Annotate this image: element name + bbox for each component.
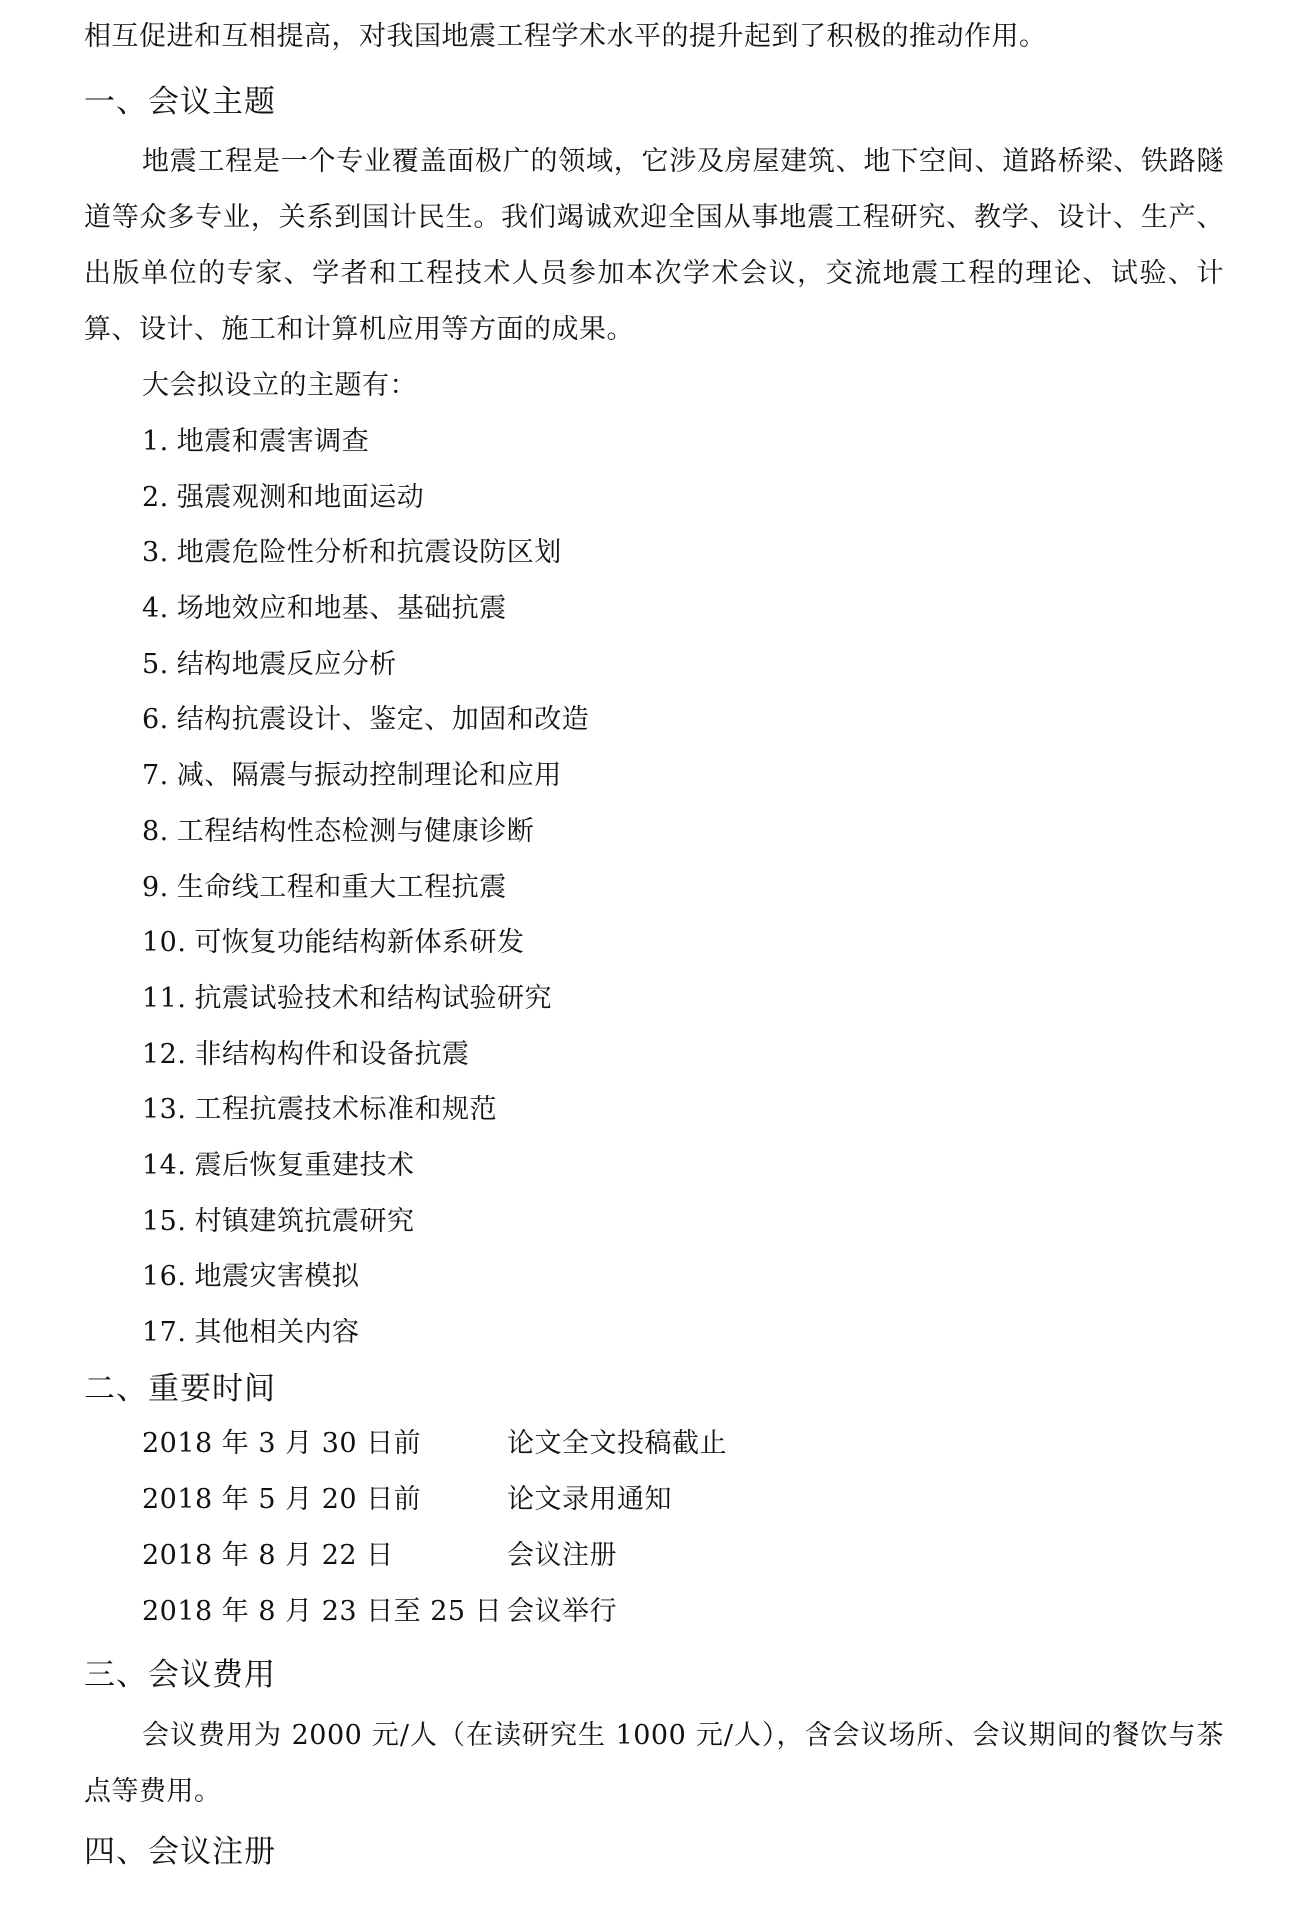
themes-paragraph: 地震工程是一个专业覆盖面极广的领域，它涉及房屋建筑、地下空间、道路桥梁、铁路隧道等众多专业，关系到国计民生。我们竭诚欢迎全国从事地震工程研究、教学、设计、生产、出版单位的专家、学者和工程技术人员参加本次学术会议，交流地震工程的理论、试验、计算、设计、施工和计算机应用等方面的成果。 <box>84 146 1224 345</box>
section-heading-themes: 一、会议主题 <box>84 84 276 120</box>
list-item-text: 工程结构性态检测与健康诊断 <box>176 815 535 847</box>
event-text: 会议举行 <box>507 1596 617 1627</box>
list-item-text: 生命线工程和重大工程抗震 <box>176 871 507 903</box>
date-text: 2018 年 5 月 20 日前 <box>142 1484 422 1515</box>
list-item-number: 10. <box>142 927 187 959</box>
list-item-text: 村镇建筑抗震研究 <box>194 1205 415 1237</box>
section-heading-dates: 二、重要时间 <box>84 1371 276 1407</box>
list-item <box>142 1205 589 1261</box>
list-item <box>142 871 589 927</box>
date-text: 2018 年 3 月 30 日前 <box>142 1428 422 1459</box>
list-item <box>142 1093 589 1149</box>
list-item-text: 地震和震害调查 <box>176 426 370 457</box>
list-item-number: 17. <box>142 1317 187 1348</box>
list-item <box>142 481 589 537</box>
list-item-text: 震后恢复重建技术 <box>194 1149 415 1181</box>
list-item-number: 11. <box>142 982 187 1014</box>
event-text: 论文全文投稿截止 <box>507 1428 727 1459</box>
list-item-text: 结构地震反应分析 <box>176 648 397 680</box>
list-item <box>142 1149 589 1205</box>
list-item-text: 减、隔震与振动控制理论和应用 <box>176 760 562 792</box>
list-item-text: 可恢复功能结构新体系研发 <box>194 927 525 959</box>
list-item-text: 结构抗震设计、鉴定、加固和改造 <box>176 704 590 736</box>
list-item <box>142 759 589 815</box>
list-item-text: 强震观测和地面运动 <box>176 481 425 513</box>
list-item <box>142 1038 589 1094</box>
list-item-number: 7. <box>142 760 169 792</box>
list-item-number: 3. <box>142 537 169 569</box>
section-heading-fees: 三、会议费用 <box>84 1657 276 1693</box>
list-item-text: 其他相关内容 <box>194 1317 360 1348</box>
list-item <box>142 703 589 759</box>
list-item-text: 场地效应和地基、基础抗震 <box>176 593 507 625</box>
list-item-text: 地震危险性分析和抗震设防区划 <box>176 537 562 569</box>
section-heading-registration: 四、会议注册 <box>84 1834 276 1870</box>
list-item <box>142 1260 589 1316</box>
list-item <box>142 1316 589 1372</box>
list-item-number: 16. <box>142 1261 187 1293</box>
list-item <box>142 926 589 982</box>
list-item <box>142 815 589 871</box>
date-text: 2018 年 8 月 23 日至 25 日 <box>142 1596 503 1627</box>
list-item <box>142 648 589 704</box>
list-item-number: 9. <box>142 871 169 903</box>
list-item-text: 非结构构件和设备抗震 <box>194 1038 470 1070</box>
fees-paragraph: 会议费用为 2000 元/人（在读研究生 1000 元/人），含会议场所、会议期间的餐饮与茶点等费用。 <box>84 1720 1224 1807</box>
list-item-number: 15. <box>142 1205 187 1237</box>
list-item-number: 6. <box>142 704 169 736</box>
list-item-number: 13. <box>142 1094 187 1126</box>
list-item-text: 工程抗震技术标准和规范 <box>194 1094 497 1126</box>
list-item-number: 4. <box>142 593 169 625</box>
list-item <box>142 982 589 1038</box>
list-item-number: 1. <box>142 426 169 457</box>
topics-list <box>142 425 589 1372</box>
list-item-number: 8. <box>142 815 169 847</box>
list-item-number: 12. <box>142 1038 187 1070</box>
list-item-number: 2. <box>142 481 169 513</box>
list-item-text: 抗震试验技术和结构试验研究 <box>194 982 552 1014</box>
intro-tail-text: 相互促进和互相提高，对我国地震工程学术水平的提升起到了积极的推动作用。 <box>84 21 1047 52</box>
list-item-text: 地震灾害模拟 <box>194 1261 360 1293</box>
list-item-number: 14. <box>142 1149 187 1181</box>
event-text: 论文录用通知 <box>507 1484 672 1515</box>
list-item <box>142 536 589 592</box>
list-item-number: 5. <box>142 648 169 680</box>
event-text: 会议注册 <box>507 1540 617 1571</box>
list-item <box>142 425 589 481</box>
list-item <box>142 592 589 648</box>
topics-intro-text: 大会拟设立的主题有： <box>142 370 417 401</box>
date-text: 2018 年 8 月 22 日 <box>142 1540 394 1571</box>
